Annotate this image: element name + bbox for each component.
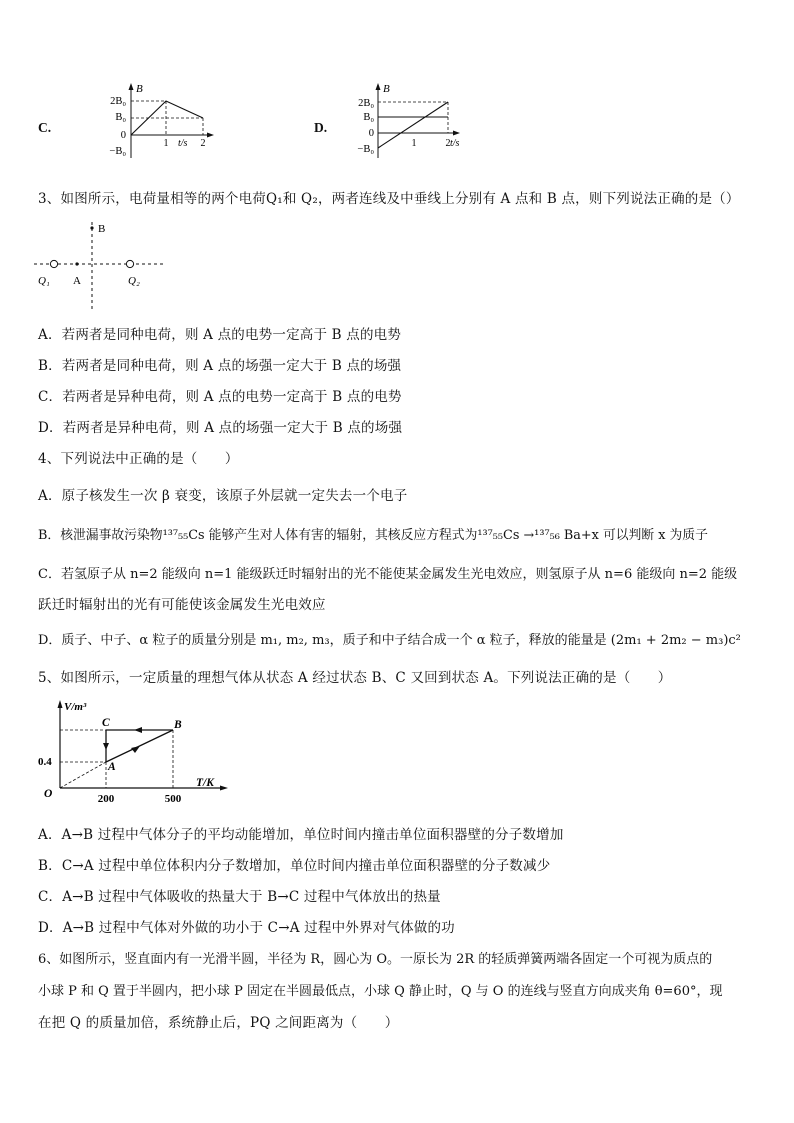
- x-tick: 500: [164, 793, 182, 805]
- q3-option-a: A．若两者是同种电荷，则 A 点的电势一定高于 B 点的电势: [38, 327, 402, 343]
- q5-option-d: D．A→B 过程中气体对外做的功小于 C→A 过程中外界对气体做的功: [38, 920, 455, 936]
- q3-stem: 3、如图所示，电荷量相等的两个电荷Q₁和 Q₂，两者连线及中垂线上分别有 A 点和 B 点，则下列说法正确的是（）: [38, 191, 740, 207]
- q5-option-b: B．C→A 过程中单位体积内分子数增加，单位时间内撞击单位面积器壁的分子数减少: [38, 858, 551, 874]
- q6-stem-line-2: 小球 P 和 Q 置于半圆内，把小球 P 固定在半圆最低点，小球 Q 静止时，Q 与 O 的连线与竖直方向成夹角 θ=60°，现: [38, 984, 723, 999]
- q5-option-a: A．A→B 过程中气体分子的平均动能增加，单位时间内撞击单位面积器壁的分子数增加: [38, 827, 564, 843]
- label-a: A: [73, 275, 81, 287]
- x-tick: 1: [163, 138, 169, 149]
- y-tick: 0: [368, 128, 374, 139]
- y-tick: 2B₀: [110, 96, 126, 107]
- y-tick: 2B₀: [358, 98, 374, 109]
- b-t-graph-c: [58, 80, 223, 162]
- x-tick: 1: [411, 138, 417, 149]
- point-b-dot: [90, 226, 93, 229]
- x-axis-label: T/K: [196, 777, 214, 789]
- point-a-label: A: [108, 761, 116, 773]
- x-axis-label: t/s: [450, 138, 460, 149]
- y-tick: B₀: [363, 112, 374, 123]
- q4-option-c-cont: 跃迁时辐射出的光有可能使该金属发生光电效应: [38, 597, 326, 613]
- q2-option-c: [38, 80, 218, 160]
- q5-stem: 5、如图所示，一定质量的理想气体从状态 A 经过状态 B、C 又回到状态 A。下列说法正确的是（ ）: [38, 670, 672, 686]
- y-axis-label: B: [383, 83, 390, 95]
- q3-option-b: B．若两者是同种电荷，则 A 点的场强一定大于 B 点的场强: [38, 358, 402, 374]
- process-ab: [106, 730, 173, 762]
- q3-option-d: D．若两者是异种电荷，则 A 点的场强一定大于 B 点的场强: [38, 420, 403, 436]
- y-tick: 0: [120, 130, 126, 141]
- point-a-dot: [75, 262, 78, 265]
- x-tick: 200: [97, 793, 115, 805]
- label-q2: Q₂: [128, 275, 140, 287]
- origin-label: O: [44, 788, 53, 800]
- q4-stem: 4、下列说法中正确的是（ ）: [38, 451, 239, 467]
- y-tick: −B₀: [357, 144, 374, 155]
- q2-charge-icon: [126, 260, 133, 267]
- label-b: B: [98, 223, 106, 235]
- q5-v-t-graph: [36, 696, 236, 808]
- q5-option-c: C．A→B 过程中气体吸收的热量大于 B→C 过程中气体放出的热量: [38, 889, 441, 905]
- q2-option-d: [314, 80, 494, 160]
- q4-option-b: B．核泄漏事故污染物¹³⁷₅₅Cs 能够产生对人体有害的辐射，其核反应方程式为¹³⁷₅₅Cs →¹³⁷₅₆ Ba+x 可以判断 x 为质子: [38, 528, 708, 543]
- point-c-label: C: [102, 717, 110, 729]
- option-label: D.: [314, 120, 328, 135]
- q4-option-a: A．原子核发生一次 β 衰变，该原子外层就一定失去一个电子: [38, 488, 408, 504]
- q1-charge-icon: [50, 260, 57, 267]
- y-tick: B₀: [115, 112, 126, 123]
- q4-option-d: D．质子、中子、α 粒子的质量分别是 m₁, m₂, m₃，质子和中子结合成一个 α 粒子，释放的能量是 (2m₁ + 2m₂ − m₃)c²: [38, 633, 741, 648]
- y-axis-label: B: [136, 83, 143, 95]
- x-tick: 2: [445, 138, 451, 149]
- q3-option-c: C．若两者是异种电荷，则 A 点的电势一定高于 B 点的电势: [38, 389, 402, 405]
- q4-option-c: C．若氢原子从 n=2 能级向 n=1 能级跃迁时辐射出的光不能使某金属发生光电效应，则氢原子从 n=6 能级向 n=2 能级: [38, 567, 738, 582]
- x-tick: 2: [200, 138, 206, 149]
- x-axis-label: t/s: [178, 138, 188, 149]
- point-b-label: B: [174, 719, 182, 731]
- label-q1: Q₁: [38, 275, 50, 287]
- b-t-graph-d: [328, 80, 493, 162]
- y-axis-label: V/m³: [64, 701, 87, 713]
- y-tick: −B₀: [109, 146, 126, 157]
- q6-stem-line-3: 在把 Q 的质量加倍，系统静止后，PQ 之间距离为（ ）: [38, 1015, 399, 1031]
- q6-stem-line-1: 6、如图所示，竖直面内有一光滑半圆，半径为 R，圆心为 O。一原长为 2R 的轻质弹簧两端各固定一个可视为质点的: [38, 952, 713, 967]
- option-label: C.: [38, 120, 52, 135]
- y-tick: 0.4: [38, 756, 52, 768]
- q3-charge-figure: [30, 218, 170, 314]
